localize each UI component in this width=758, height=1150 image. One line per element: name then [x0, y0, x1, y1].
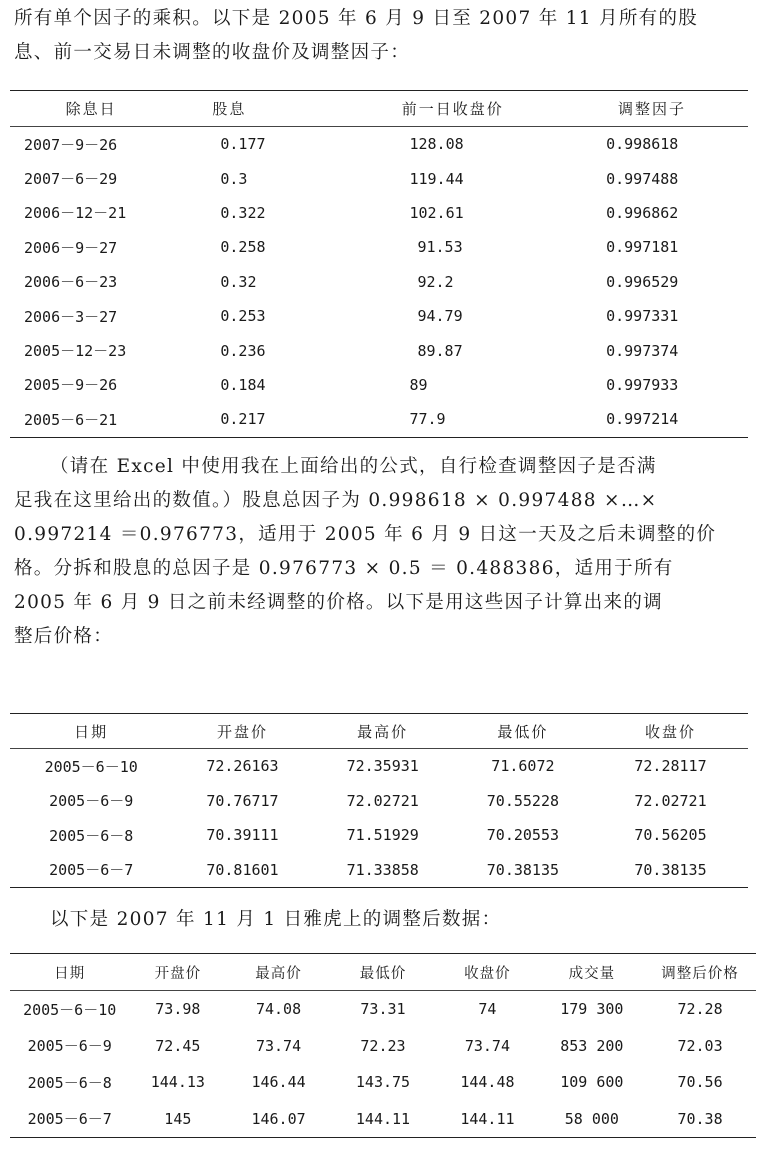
cell-prev-close: 102.61	[409, 203, 464, 222]
cell-adjusted-price: 70.38	[677, 1109, 723, 1128]
cell-volume: 58 000	[564, 1109, 619, 1128]
cell-open: 72.45	[155, 1036, 201, 1055]
table-row	[10, 127, 748, 162]
yahoo-intro-paragraph	[14, 903, 744, 937]
cell-high: 146.44	[251, 1073, 306, 1092]
cell-open: 72.26163	[206, 757, 279, 776]
cell-adjust-factor: 0.996862	[606, 203, 679, 222]
cell-high: 71.33858	[346, 860, 419, 879]
cell-low: 144.11	[355, 1109, 411, 1128]
table-row	[10, 853, 748, 888]
cell-adjust-factor: 0.997331	[606, 307, 679, 326]
cell-high: 74.08	[255, 1000, 302, 1019]
column-header-low: 最低价	[331, 954, 435, 991]
cell-date: 2005－6－8	[49, 826, 134, 845]
cell-open: 70.76717	[206, 791, 279, 810]
cell-adjusted-price: 72.03	[677, 1036, 723, 1055]
intro-line: 息、前一交易日未调整的收盘价及调整因子：	[14, 42, 411, 63]
cell-low: 143.75	[355, 1073, 411, 1092]
cell-prev-close: 91.53	[417, 238, 463, 257]
table-row	[10, 1064, 756, 1101]
cell-date: 2005－6－8	[27, 1073, 112, 1092]
cell-date: 2005－6－9	[49, 792, 134, 811]
cell-low: 70.55228	[486, 791, 560, 810]
table-row	[10, 1028, 756, 1065]
cell-date: 2005－6－10	[44, 757, 138, 776]
cell-ex-date: 2007－9－26	[24, 135, 118, 154]
cell-close: 72.28117	[634, 757, 707, 776]
table-row	[10, 749, 748, 784]
yahoo-data-table	[10, 953, 756, 1138]
cell-prev-close: 89	[409, 375, 428, 394]
column-header-adjusted-price: 调整后价格	[644, 954, 756, 991]
cell-dividend: 0.258	[220, 238, 266, 257]
table-header-row	[10, 954, 756, 991]
cell-date: 2005－6－9	[27, 1037, 112, 1056]
cell-dividend: 0.32	[220, 272, 257, 291]
cell-adjust-factor: 0.997214	[606, 410, 679, 429]
cell-adjusted-price: 70.56	[677, 1073, 723, 1092]
cell-close: 144.11	[460, 1109, 515, 1128]
cell-high: 72.35931	[346, 757, 419, 776]
column-header-low: 最低价	[453, 714, 593, 749]
column-header-prev-close: 前一日收盘价	[349, 91, 556, 127]
cell-close: 70.56205	[634, 826, 707, 845]
cell-ex-date: 2006－6－23	[24, 273, 118, 292]
explanation-paragraph	[14, 450, 744, 654]
column-header-close: 收盘价	[435, 954, 539, 991]
cell-ex-date: 2005－12－23	[24, 342, 127, 361]
cell-low: 72.23	[360, 1036, 406, 1055]
cell-close: 72.02721	[634, 791, 707, 810]
cell-adjust-factor: 0.997374	[606, 341, 679, 360]
intro-line: 所有单个因子的乘积。以下是 2005 年 6 月 9 日至 2007 年 11 月所有的股	[14, 8, 699, 29]
cell-high: 146.07	[251, 1109, 306, 1128]
table-header-row	[10, 91, 748, 127]
paragraph-line: 0.997214 ＝0.976773，适用于 2005 年 6 月 9 日这一天及之后未调整的价	[14, 524, 717, 545]
cell-open: 145	[164, 1109, 192, 1128]
cell-prev-close: 119.44	[409, 169, 464, 188]
cell-adjust-factor: 0.998618	[606, 135, 679, 154]
cell-low: 70.38135	[486, 860, 560, 879]
table-row	[10, 991, 756, 1028]
cell-open: 70.39111	[206, 826, 279, 845]
table-row	[10, 265, 748, 299]
cell-volume: 179 300	[560, 1000, 624, 1019]
column-header-date: 日期	[10, 954, 129, 991]
cell-date: 2005－6－7	[49, 861, 134, 880]
column-header-adjust-factor: 调整因子	[556, 91, 748, 127]
dividend-table	[10, 90, 748, 438]
cell-dividend: 0.322	[220, 203, 266, 222]
cell-dividend: 0.3	[220, 169, 248, 188]
table-header-row	[10, 714, 748, 749]
paragraph-line: 整后价格：	[14, 626, 114, 647]
paragraph-line: 以下是 2007 年 11 月 1 日雅虎上的调整后数据：	[50, 909, 502, 930]
column-header-high: 最高价	[313, 714, 453, 749]
table-row	[10, 196, 748, 230]
paragraph-line: 格。分拆和股息的总因子是 0.976773 × 0.5 ＝ 0.488386，适用于所有	[14, 558, 674, 579]
cell-ex-date: 2005－9－26	[24, 376, 118, 395]
cell-high: 73.74	[255, 1036, 302, 1055]
cell-prev-close: 128.08	[409, 135, 464, 154]
cell-volume: 853 200	[560, 1036, 624, 1055]
cell-dividend: 0.184	[220, 375, 266, 394]
table-row	[10, 368, 748, 402]
column-header-dividend: 股息	[172, 91, 349, 127]
table-row	[10, 299, 748, 333]
table-row	[10, 230, 748, 264]
cell-close: 73.74	[464, 1036, 510, 1055]
cell-dividend: 0.236	[220, 341, 266, 360]
intro-paragraph	[14, 2, 744, 70]
column-header-high: 最高价	[226, 954, 330, 991]
column-header-open: 开盘价	[129, 954, 226, 991]
cell-open: 144.13	[150, 1073, 205, 1092]
cell-low: 73.31	[360, 1000, 406, 1019]
cell-ex-date: 2006－9－27	[24, 238, 118, 257]
column-header-volume: 成交量	[540, 954, 644, 991]
cell-high: 72.02721	[346, 791, 419, 810]
cell-adjust-factor: 0.997181	[606, 238, 679, 257]
cell-adjust-factor: 0.996529	[606, 272, 679, 291]
table-row	[10, 784, 748, 819]
cell-dividend: 0.177	[220, 135, 266, 154]
cell-prev-close: 77.9	[409, 410, 446, 429]
cell-high: 71.51929	[346, 826, 419, 845]
cell-adjust-factor: 0.997933	[606, 375, 679, 394]
cell-prev-close: 89.87	[417, 341, 463, 360]
table-row	[10, 818, 748, 853]
column-header-open: 开盘价	[172, 714, 312, 749]
column-header-date: 日期	[10, 714, 172, 749]
cell-dividend: 0.217	[220, 410, 266, 429]
cell-prev-close: 92.2	[417, 272, 454, 291]
cell-low: 70.20553	[486, 826, 560, 845]
cell-close: 144.48	[460, 1073, 515, 1092]
cell-ex-date: 2006－12－21	[24, 204, 127, 223]
cell-date: 2005－6－7	[27, 1110, 112, 1129]
cell-adjusted-price: 72.28	[677, 1000, 723, 1019]
table-row	[10, 402, 748, 437]
cell-ex-date: 2005－6－21	[24, 410, 118, 429]
cell-low: 71.6072	[491, 757, 555, 776]
cell-ex-date: 2006－3－27	[24, 307, 118, 326]
cell-open: 73.98	[155, 1000, 201, 1019]
cell-ex-date: 2007－6－29	[24, 170, 118, 189]
cell-volume: 109 600	[560, 1073, 624, 1092]
cell-adjust-factor: 0.997488	[606, 169, 679, 188]
cell-date: 2005－6－10	[23, 1000, 117, 1019]
table-row	[10, 1101, 756, 1138]
cell-open: 70.81601	[206, 860, 279, 879]
paragraph-line: 足我在这里给出的数值。）股息总因子为 0.998618 × 0.997488 ×…×	[14, 490, 658, 511]
column-header-ex-date: 除息日	[10, 91, 172, 127]
column-header-close: 收盘价	[593, 714, 748, 749]
table-row	[10, 161, 748, 195]
cell-close: 70.38135	[634, 860, 707, 879]
cell-dividend: 0.253	[220, 307, 266, 326]
cell-close: 74	[478, 1000, 497, 1019]
adjusted-price-table	[10, 713, 748, 888]
paragraph-line: （请在 Excel 中使用我在上面给出的公式，自行检查调整因子是否满	[50, 456, 657, 477]
table-row	[10, 333, 748, 367]
cell-prev-close: 94.79	[417, 307, 463, 326]
paragraph-line: 2005 年 6 月 9 日之前未经调整的价格。以下是用这些因子计算出来的调	[14, 592, 663, 613]
